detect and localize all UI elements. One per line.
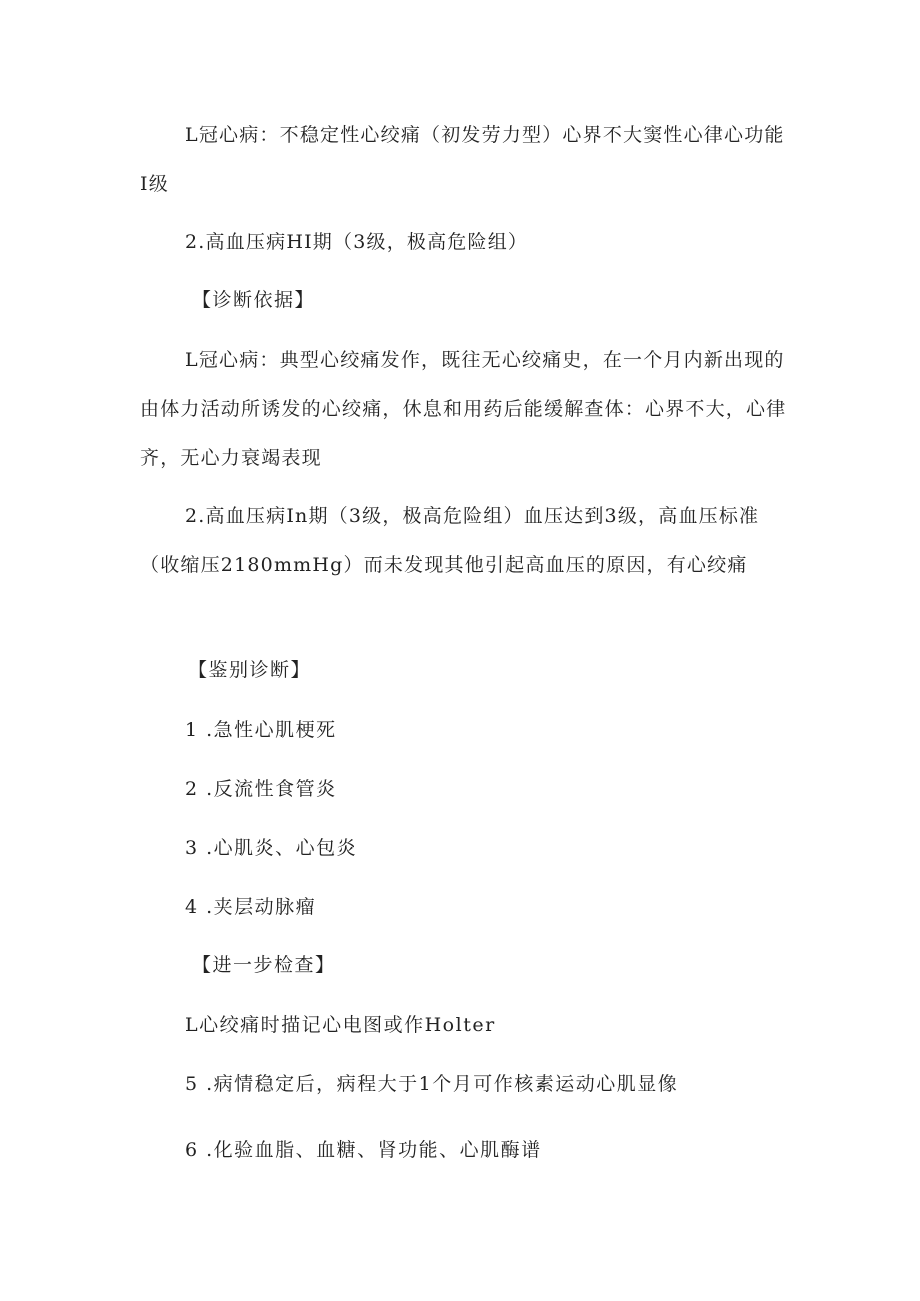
diagnosis-paragraph-2: 2.高血压病HI期（3级，极高危险组）: [185, 231, 529, 253]
diagnosis-paragraph-1: L冠心病：不稳定性心绞痛（初发劳力型）心界不大窦性心律心功能Ⅰ级: [140, 124, 785, 195]
basis-heading: 【诊断依据】: [192, 289, 316, 311]
basis-paragraph-1: L冠心病：典型心绞痛发作，既往无心绞痛史，在一个月内新出现的由体力活动所诱发的心绞痛，休息和用药后能缓解查体：心界不大，心律齐，无心力衰竭表现: [140, 349, 787, 469]
differential-item-3: 3 .心肌炎、心包炎: [185, 837, 358, 859]
further-item-3: 6 .化验血脂、血糖、肾功能、心肌酶谱: [185, 1139, 542, 1161]
differential-heading: 【鉴别诊断】: [188, 659, 312, 681]
further-item-2: 5 .病情稳定后，病程大于1个月可作核素运动心肌显像: [185, 1073, 679, 1095]
differential-item-1: 1 .急性心肌梗死: [185, 719, 337, 741]
further-item-1: L心绞痛时描记心电图或作Holter: [185, 1014, 496, 1036]
differential-item-4: 4 .夹层动脉瘤: [185, 896, 317, 918]
differential-item-2: 2 .反流性食管炎: [185, 778, 337, 800]
basis-paragraph-2: 2.高血压病In期（3级，极高危险组）血压达到3级，高血压标准（收缩压2180mmHg）而未发现其他引起高血压的原因，有心绞痛: [140, 505, 760, 576]
further-heading: 【进一步检查】: [192, 954, 336, 976]
